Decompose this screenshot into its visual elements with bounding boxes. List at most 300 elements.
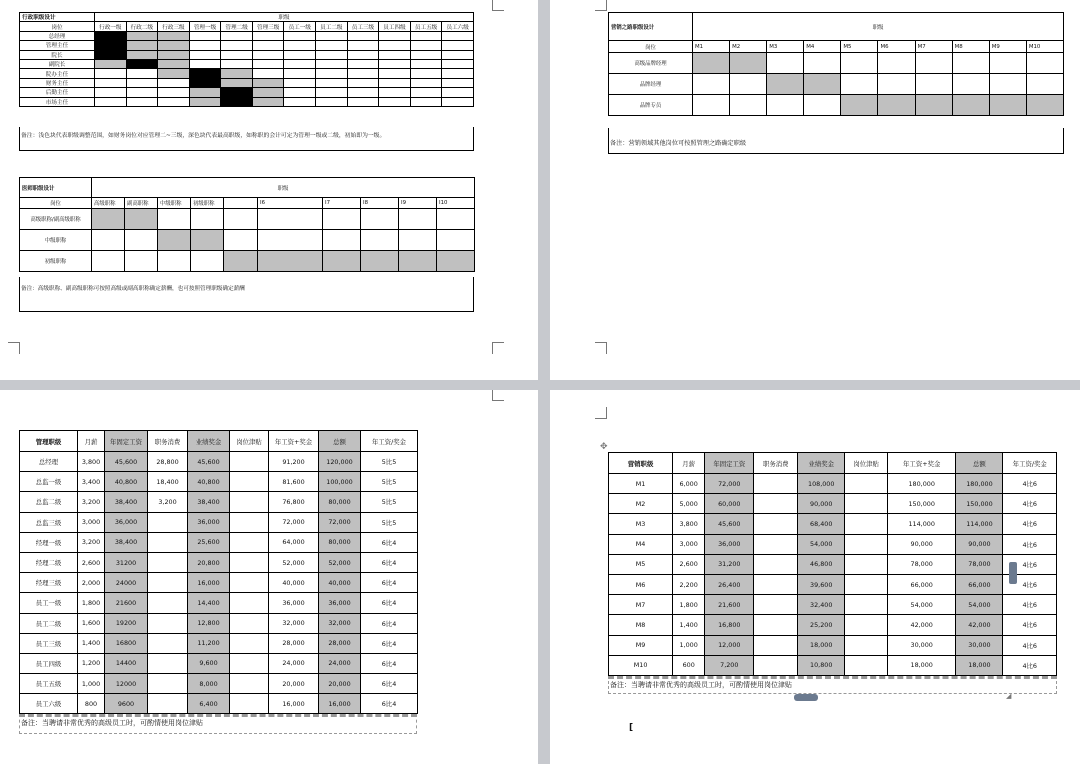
empty-cell [221, 50, 253, 59]
range-cell [1026, 95, 1063, 116]
empty-cell [693, 95, 730, 116]
table-cell: 总监三级 [20, 512, 78, 532]
table-cell: M1 [609, 474, 673, 494]
table-cell: 78,000 [956, 554, 1003, 574]
table-cell: 2,200 [673, 574, 705, 594]
empty-cell [221, 59, 253, 68]
column-header: 管理职级 [20, 431, 78, 452]
empty-cell [379, 97, 411, 106]
empty-cell [410, 78, 442, 87]
doctor-level-table [19, 177, 475, 272]
empty-cell [379, 88, 411, 97]
table-cell: 3,400 [78, 472, 105, 492]
table-cell: 54,000 [956, 595, 1003, 615]
range-cell [158, 31, 190, 40]
level-label: 员工二级 [316, 22, 348, 31]
range-cell [730, 53, 767, 74]
table-row [609, 514, 1057, 534]
empty-cell [258, 230, 323, 251]
max-level-cell [95, 31, 127, 40]
table-cell [230, 694, 269, 714]
page-corner-mark [492, 390, 504, 401]
position-header: 岗位 [20, 198, 92, 209]
table-row [609, 74, 1064, 95]
table-cell: 1,800 [78, 593, 105, 613]
range-cell [158, 41, 190, 50]
table-cell: 6比4 [361, 573, 418, 593]
table-cell [754, 474, 798, 494]
column-header: 总额 [319, 431, 361, 452]
table-cell: 108,000 [798, 474, 845, 494]
add-row-icon[interactable] [794, 694, 818, 701]
empty-cell [92, 230, 125, 251]
table-cell: 4比6 [1003, 574, 1057, 594]
table-cell: 36,000 [319, 593, 361, 613]
empty-cell [767, 53, 804, 74]
table-cell [754, 655, 798, 675]
level-label: I6 [258, 198, 323, 209]
table-cell: 60,000 [705, 494, 754, 514]
table-cell: 72,000 [319, 512, 361, 532]
table-cell: 4比6 [1003, 534, 1057, 554]
range-cell [989, 95, 1026, 116]
table-cell [845, 655, 888, 675]
table-cell: 42,000 [888, 615, 956, 635]
empty-cell [347, 59, 379, 68]
range-cell [252, 97, 284, 106]
max-level-cell [189, 78, 221, 87]
table-cell: 38,400 [105, 492, 148, 512]
column-header: 年工资+奖金 [269, 431, 319, 452]
empty-cell [284, 41, 316, 50]
table-cell: 1,400 [673, 615, 705, 635]
range-cell [252, 78, 284, 87]
table-cell: 30,000 [956, 635, 1003, 655]
empty-cell [126, 88, 158, 97]
admin-level-table [19, 12, 474, 107]
table-row [20, 512, 418, 532]
empty-cell [1026, 53, 1063, 74]
empty-cell [191, 209, 224, 230]
table-cell: 72,000 [705, 474, 754, 494]
table-cell: M10 [609, 655, 673, 675]
range-cell [224, 251, 258, 272]
table-cell: 180,000 [888, 474, 956, 494]
level-header: 职级 [92, 178, 475, 198]
table-cell: 114,000 [888, 514, 956, 534]
table-cell: 38,400 [105, 532, 148, 552]
table-row [20, 472, 418, 492]
table-cell: 25,200 [798, 615, 845, 635]
empty-cell [989, 53, 1026, 74]
table-cell: 员工一级 [20, 593, 78, 613]
table-cell: 4比6 [1003, 615, 1057, 635]
table-cell: 总监二级 [20, 492, 78, 512]
level-header: 职级 [95, 13, 474, 22]
table-cell: 68,400 [798, 514, 845, 534]
empty-cell [126, 69, 158, 78]
table-cell [230, 452, 269, 472]
empty-cell [126, 97, 158, 106]
position-header: 岗位 [609, 41, 693, 53]
level-label: 员工三级 [347, 22, 379, 31]
table-row [20, 532, 418, 552]
level-label: 员工六级 [442, 22, 474, 31]
table-cell: 39,600 [798, 574, 845, 594]
empty-cell [189, 31, 221, 40]
table-cell: 54,000 [798, 534, 845, 554]
table-cell [754, 595, 798, 615]
table-cell: 4比6 [1003, 635, 1057, 655]
management-salary-table [19, 430, 418, 714]
empty-cell [252, 69, 284, 78]
table-cell: 36,000 [269, 593, 319, 613]
empty-cell [189, 59, 221, 68]
empty-cell [252, 31, 284, 40]
table-cell: 员工四级 [20, 653, 78, 673]
table-cell: 31,200 [705, 554, 754, 574]
empty-cell [399, 230, 437, 251]
empty-cell [804, 53, 841, 74]
empty-cell [442, 69, 474, 78]
table-cell [148, 633, 188, 653]
table-cell: 36,000 [105, 512, 148, 532]
page-corner-mark [595, 0, 607, 11]
table-cell: 5比5 [361, 512, 418, 532]
table-cell: 54,000 [888, 595, 956, 615]
table-cell: 4比6 [1003, 494, 1057, 514]
table-cell: 2,600 [78, 552, 105, 572]
empty-cell [437, 230, 475, 251]
empty-cell [347, 69, 379, 78]
table-cell: 36,000 [705, 534, 754, 554]
empty-cell [347, 41, 379, 50]
table-cell [148, 613, 188, 633]
column-header: 营销职级 [609, 453, 673, 474]
table-cell: 16,000 [188, 573, 230, 593]
table-cell: 1,800 [673, 595, 705, 615]
empty-cell [252, 59, 284, 68]
table-cell [845, 574, 888, 594]
range-cell [841, 95, 878, 116]
header-row [20, 431, 418, 452]
level-label: 行政一级 [95, 22, 127, 31]
position-header: 岗位 [20, 22, 95, 31]
table-cell: 6比4 [361, 593, 418, 613]
empty-cell [361, 230, 399, 251]
page-corner-mark [492, 0, 504, 11]
empty-cell [158, 78, 190, 87]
table-cell: 72,000 [269, 512, 319, 532]
table-row [609, 655, 1057, 675]
table-title: 医师职级设计 [20, 178, 92, 198]
page-1 [0, 0, 538, 380]
marketing-level-table [608, 12, 1064, 116]
empty-cell [323, 230, 361, 251]
table-row [20, 251, 475, 272]
position-label: 品牌经理 [609, 74, 693, 95]
table-cell [148, 694, 188, 714]
empty-cell [347, 97, 379, 106]
table-cell: 经理二级 [20, 552, 78, 572]
table-cell [230, 532, 269, 552]
position-label: 中级职称 [20, 230, 92, 251]
table-cell: 120,000 [319, 452, 361, 472]
level-label: I7 [323, 198, 361, 209]
table-cell: 30,000 [888, 635, 956, 655]
empty-cell [442, 97, 474, 106]
table-cell: 40,800 [105, 472, 148, 492]
table-cell: 40,000 [319, 573, 361, 593]
table-cell [148, 573, 188, 593]
table-cell: 38,400 [188, 492, 230, 512]
level-label: 副高职称 [125, 198, 158, 209]
table-cell: 2,600 [673, 554, 705, 574]
table-row [20, 452, 418, 472]
table-row [20, 613, 418, 633]
range-cell [323, 251, 361, 272]
empty-cell [989, 74, 1026, 95]
table-cell: 46,800 [798, 554, 845, 574]
table-cell: M2 [609, 494, 673, 514]
table-cell [148, 532, 188, 552]
table-cell: 3,800 [673, 514, 705, 534]
level-label: M3 [767, 41, 804, 53]
table-cell: 10,800 [798, 655, 845, 675]
empty-cell [878, 53, 915, 74]
admin-note: 备注：浅色块代表职级调整范围，如财务岗位对应管理二~三级，深色块代表最高职级，如称职的会计可定为管理一级或二级，初始即为一级。 [21, 133, 386, 139]
table-cell: 52,000 [319, 552, 361, 572]
empty-cell [316, 59, 348, 68]
table-cell: 32,400 [798, 595, 845, 615]
empty-cell [347, 78, 379, 87]
table-cell [230, 472, 269, 492]
table-cell: 76,800 [269, 492, 319, 512]
empty-cell [361, 209, 399, 230]
empty-cell [442, 41, 474, 50]
table-cell [754, 534, 798, 554]
header-row [20, 22, 474, 31]
page-corner-mark [8, 342, 20, 354]
empty-cell [224, 209, 258, 230]
table-cell: 3,000 [673, 534, 705, 554]
empty-cell [952, 53, 989, 74]
table-cell: 8,000 [188, 674, 230, 694]
table-cell: 800 [78, 694, 105, 714]
table-row [20, 69, 474, 78]
empty-cell [316, 97, 348, 106]
range-cell [878, 95, 915, 116]
table-row [20, 653, 418, 673]
table-cell: 150,000 [956, 494, 1003, 514]
level-label: M9 [989, 41, 1026, 53]
table-cell: 16,000 [269, 694, 319, 714]
table-cell: 4比6 [1003, 474, 1057, 494]
table-cell: 180,000 [956, 474, 1003, 494]
table-cell [230, 653, 269, 673]
table-cell: 4比6 [1003, 514, 1057, 534]
level-label: M7 [915, 41, 952, 53]
table-row [609, 53, 1064, 74]
empty-cell [410, 69, 442, 78]
table-cell: 经理一级 [20, 532, 78, 552]
range-cell [189, 88, 221, 97]
table-row [20, 674, 418, 694]
resize-handle-icon[interactable]: ◢ [1006, 692, 1012, 700]
table-cell: 28,800 [148, 452, 188, 472]
range-cell [221, 69, 253, 78]
page-corner-mark [595, 407, 607, 419]
column-header: 月薪 [673, 453, 705, 474]
table-cell: 64,000 [269, 532, 319, 552]
table-cell: 3,200 [148, 492, 188, 512]
empty-cell [952, 74, 989, 95]
position-label: 市场主任 [20, 97, 95, 106]
level-label: M2 [730, 41, 767, 53]
range-cell [158, 50, 190, 59]
level-label [224, 198, 258, 209]
empty-cell [804, 95, 841, 116]
table-row [609, 615, 1057, 635]
table-cell: 150,000 [888, 494, 956, 514]
position-label: 高级品牌经理 [609, 53, 693, 74]
doctor-note-box [19, 277, 474, 312]
page-2 [550, 0, 1080, 380]
table-cell: 81,600 [269, 472, 319, 492]
empty-cell [158, 209, 191, 230]
header-row [609, 453, 1057, 474]
max-level-cell [221, 97, 253, 106]
column-header: 年工资+奖金 [888, 453, 956, 474]
empty-cell [126, 78, 158, 87]
empty-cell [258, 209, 323, 230]
move-handle-icon[interactable]: ✥ [600, 442, 608, 452]
table-cell: 36,000 [188, 512, 230, 532]
table-cell: 31200 [105, 552, 148, 572]
column-header: 岗位津贴 [230, 431, 269, 452]
table-cell: 25,600 [188, 532, 230, 552]
column-header: 年工资/奖金 [361, 431, 418, 452]
doctor-note: 备注：高级职称、副高级职称可按照高级或副高职称确定薪酬，也可按照管理职级确定薪酬 [21, 286, 245, 292]
table-cell [754, 514, 798, 534]
table-cell: 6比4 [361, 552, 418, 572]
empty-cell [95, 78, 127, 87]
empty-cell [442, 88, 474, 97]
column-header: 年固定工资 [105, 431, 148, 452]
empty-cell [442, 59, 474, 68]
empty-cell [316, 41, 348, 50]
table-cell: 6比4 [361, 694, 418, 714]
empty-cell [95, 97, 127, 106]
table-cell: 45,600 [188, 452, 230, 472]
table-cell [148, 653, 188, 673]
position-label: 品牌专员 [609, 95, 693, 116]
table-cell: 2,000 [78, 573, 105, 593]
table-cell: 6比4 [361, 633, 418, 653]
table-row [609, 635, 1057, 655]
table-row [20, 552, 418, 572]
level-label: M1 [693, 41, 730, 53]
table-row [20, 633, 418, 653]
table-cell: 14,400 [188, 593, 230, 613]
empty-cell [410, 59, 442, 68]
table-cell: 5比5 [361, 492, 418, 512]
empty-cell [323, 209, 361, 230]
page-3 [0, 390, 538, 764]
empty-cell [841, 74, 878, 95]
table-cell [148, 552, 188, 572]
level-label: 行政二级 [126, 22, 158, 31]
empty-cell [191, 251, 224, 272]
table-cell: 员工六级 [20, 694, 78, 714]
table-cell [230, 613, 269, 633]
table-cell: 32,000 [269, 613, 319, 633]
position-label: 财务主任 [20, 78, 95, 87]
sales-note: 备注：当聘请非常优秀的高级员工时，可酌情使用岗位津贴 [610, 681, 792, 689]
table-cell [754, 615, 798, 635]
table-cell [845, 635, 888, 655]
table-cell: M3 [609, 514, 673, 534]
table-cell: 66,000 [956, 574, 1003, 594]
empty-cell [316, 50, 348, 59]
empty-cell [158, 251, 191, 272]
range-cell [158, 69, 190, 78]
empty-cell [379, 31, 411, 40]
table-cell: 19200 [105, 613, 148, 633]
table-row [609, 574, 1057, 594]
level-label: 管理二级 [221, 22, 253, 31]
table-cell [148, 512, 188, 532]
empty-cell [95, 88, 127, 97]
level-label: I8 [361, 198, 399, 209]
position-label: 初级职称 [20, 251, 92, 272]
table-cell: 52,000 [269, 552, 319, 572]
table-cell: 16,800 [705, 615, 754, 635]
page-4 [550, 390, 1080, 764]
table-cell: 600 [673, 655, 705, 675]
table-cell: 21,600 [705, 595, 754, 615]
table-cell: M9 [609, 635, 673, 655]
empty-cell [379, 78, 411, 87]
table-cell: 经理三级 [20, 573, 78, 593]
table-cell [230, 512, 269, 532]
empty-cell [730, 74, 767, 95]
empty-cell [95, 69, 127, 78]
empty-cell [284, 50, 316, 59]
table-cell: 12,000 [705, 635, 754, 655]
table-cell: 6,000 [673, 474, 705, 494]
table-row [20, 573, 418, 593]
empty-cell [316, 88, 348, 97]
table-cell: 24000 [105, 573, 148, 593]
table-cell: 3,800 [78, 452, 105, 472]
empty-cell [252, 50, 284, 59]
add-row-icon[interactable] [1009, 562, 1017, 584]
header-row [609, 13, 1064, 41]
empty-cell [379, 59, 411, 68]
empty-cell [1026, 74, 1063, 95]
table-cell: 90,000 [956, 534, 1003, 554]
max-level-cell [126, 59, 158, 68]
column-header: 职务消费 [754, 453, 798, 474]
table-cell: 12000 [105, 674, 148, 694]
table-cell: 6,400 [188, 694, 230, 714]
column-header: 岗位津贴 [845, 453, 888, 474]
position-label: 后勤主任 [20, 88, 95, 97]
table-cell: 28,000 [319, 633, 361, 653]
mgmt-note: 备注：当聘请非常优秀的高级员工时，可酌情使用岗位津贴 [21, 719, 203, 727]
range-cell [126, 41, 158, 50]
